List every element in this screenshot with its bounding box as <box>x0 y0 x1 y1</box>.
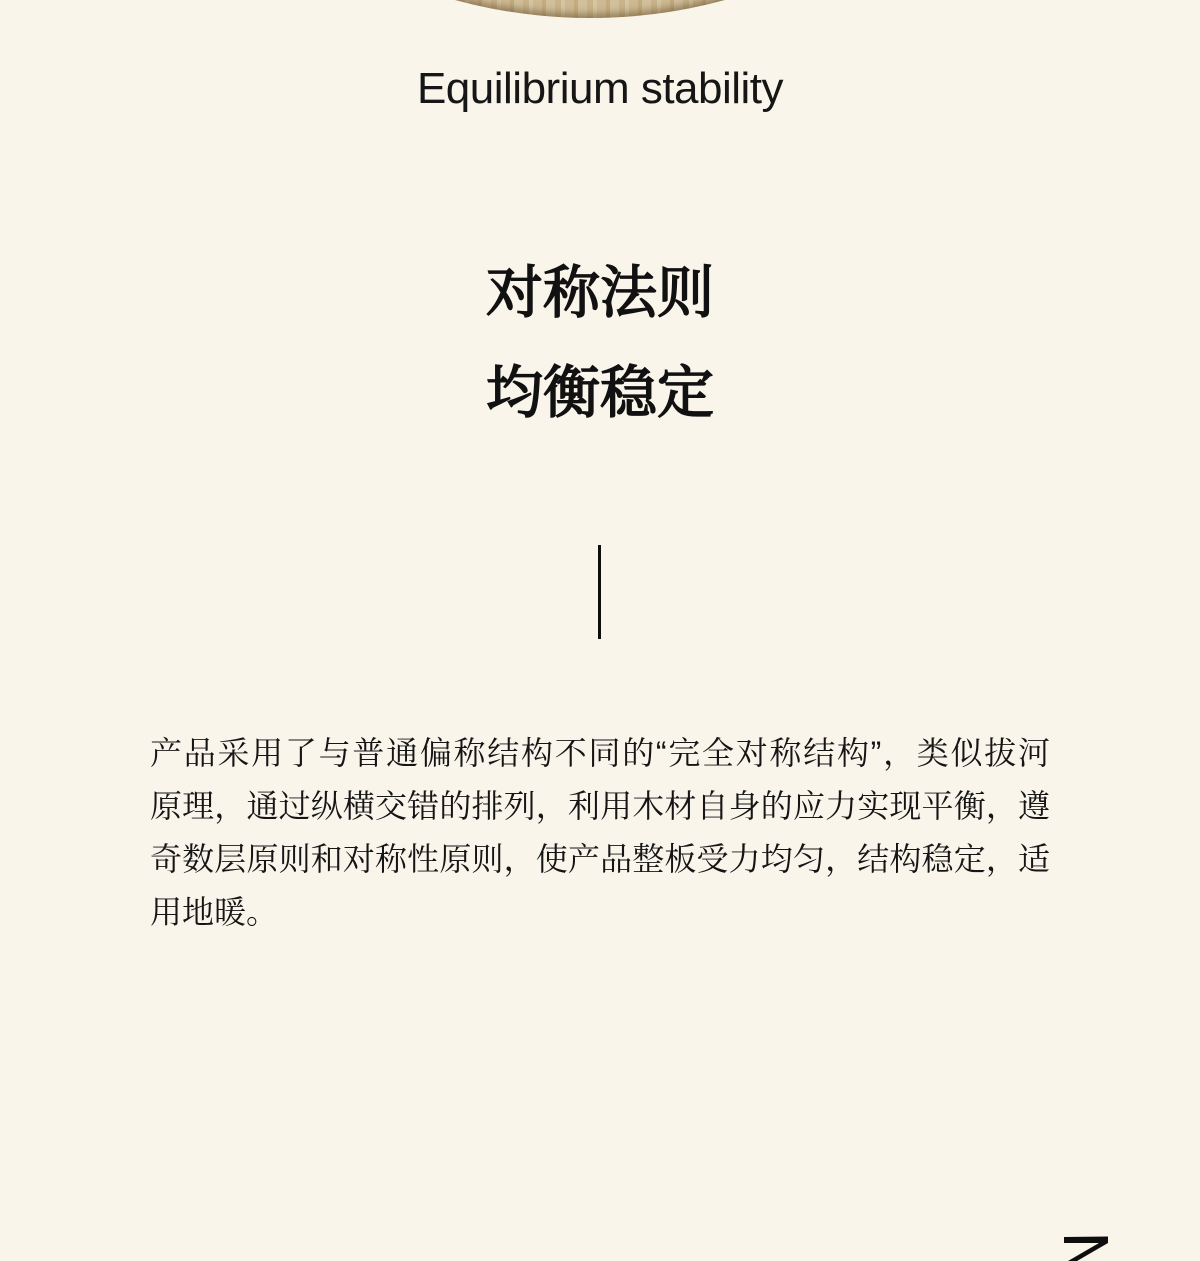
vertical-divider-line <box>598 545 601 639</box>
section-title <box>0 243 1200 443</box>
title-line-2: 均衡稳定 <box>486 361 714 425</box>
partial-letter-z <box>1060 1233 1120 1261</box>
paragraph-line-2: 原理，通过纵横交错的排列，利用木材自身的应力实现平衡，遵 <box>150 788 1050 824</box>
paragraph-line-1: 产品采用了与普通偏称结构不同的“完全对称结构”，类似拔河 <box>150 735 1050 771</box>
section-subtitle-en: Equilibrium stability <box>416 64 784 113</box>
paragraph-line-3: 奇数层原则和对称性原则，使产品整板受力均匀，结构稳定，适 <box>150 841 1050 877</box>
title-line-1: 对称法则 <box>486 261 714 325</box>
description-paragraph <box>150 727 1050 939</box>
paragraph-line-4: 用地暖。 <box>150 894 279 930</box>
wood-disc-image <box>75 0 1105 18</box>
